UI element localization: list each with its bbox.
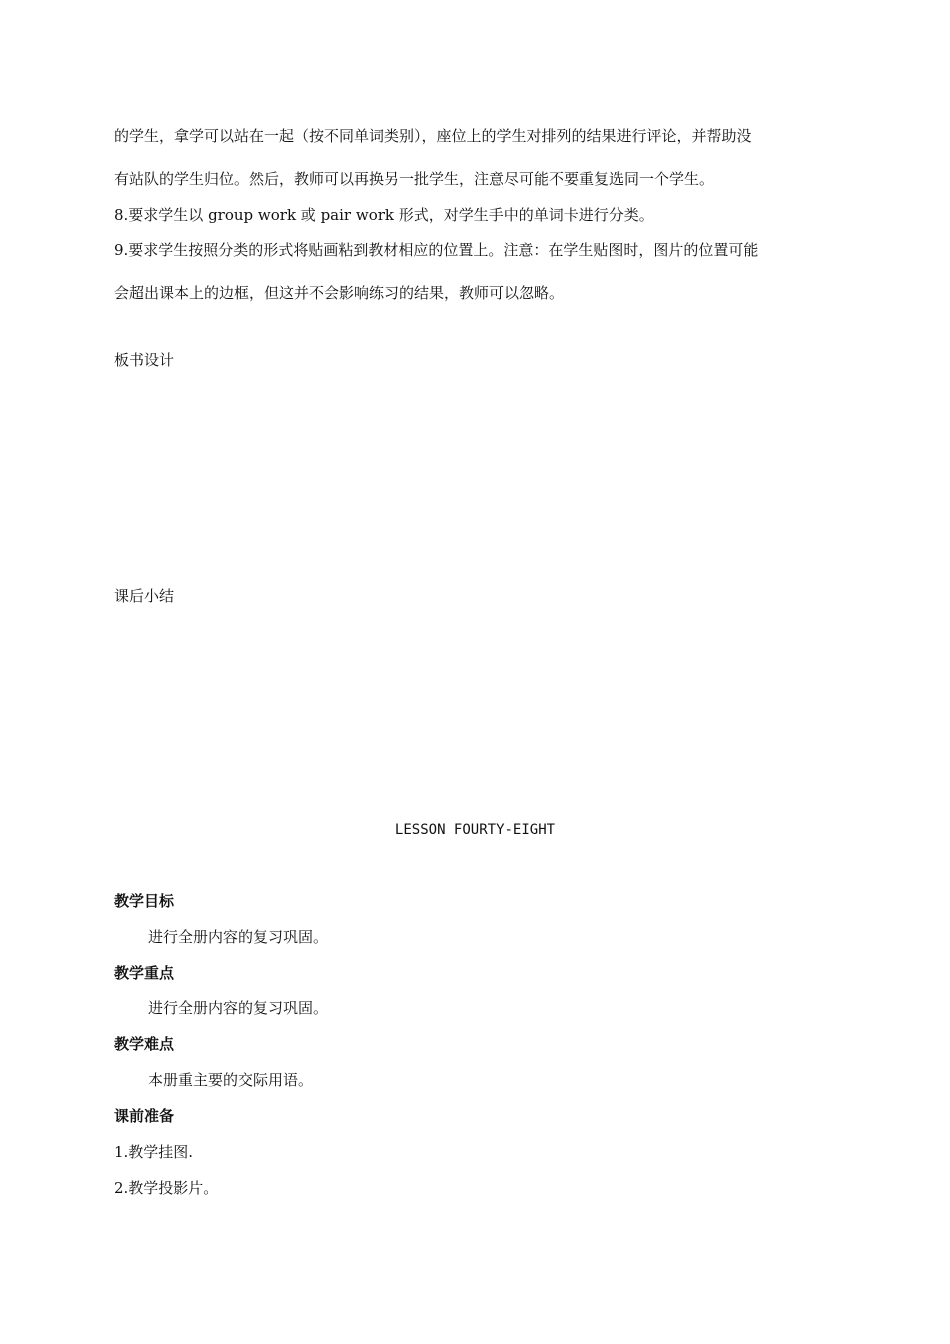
preparation-item: 1.教学挂图. [114, 1143, 194, 1161]
step-8: 8.要求学生以 group work 或 pair work 形式，对学生手中的单词卡进行分类。 [114, 206, 654, 224]
preparation-heading: 课前准备 [114, 1107, 175, 1125]
difficulties-heading: 教学难点 [114, 1035, 175, 1053]
difficulties-text: 本册重主要的交际用语。 [148, 1071, 314, 1089]
objectives-text: 进行全册内容的复习巩固。 [148, 928, 329, 946]
lesson-title: LESSON FOURTY-EIGHT [394, 822, 556, 838]
key-points-text: 进行全册内容的复习巩固。 [148, 999, 329, 1017]
key-points-heading: 教学重点 [114, 964, 175, 982]
step-9-line-2: 会超出课本上的边框，但这并不会影响练习的结果，教师可以忽略。 [114, 284, 565, 302]
after-class-summary-label: 课后小结 [114, 587, 175, 605]
paragraph-line: 的学生，拿学可以站在一起（按不同单词类别），座位上的学生对排列的结果进行评论，并帮助没 [114, 127, 752, 145]
step-9-line-1: 9.要求学生按照分类的形式将贴画粘到教材相应的位置上。注意：在学生贴图时，图片的位置可能 [114, 241, 759, 259]
objectives-heading: 教学目标 [114, 892, 175, 910]
preparation-item: 2.教学投影片。 [114, 1179, 219, 1197]
board-design-label: 板书设计 [114, 351, 175, 369]
paragraph-line: 有站队的学生归位。然后，教师可以再换另一批学生，注意尽可能不要重复选同一个学生。 [114, 170, 715, 188]
